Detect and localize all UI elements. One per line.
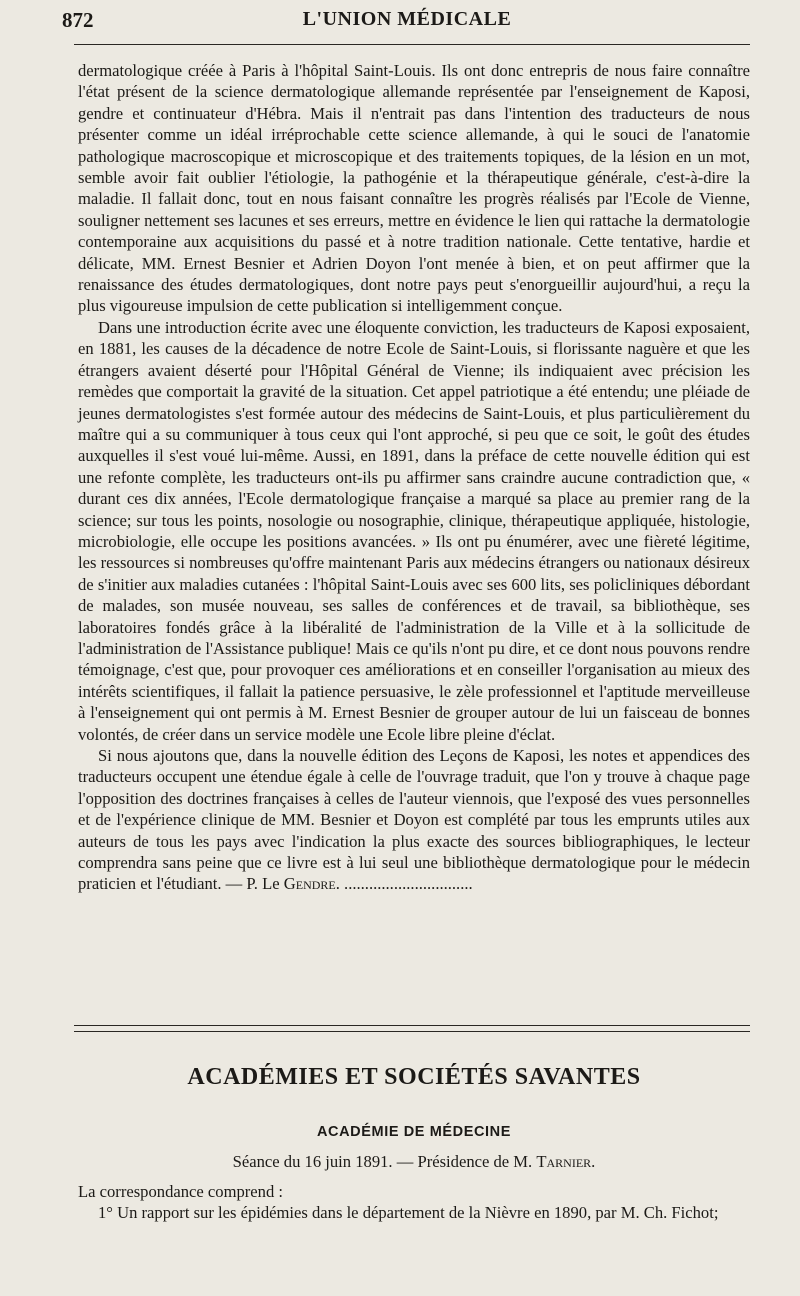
review-paragraph: dermatologique créée à Paris à l'hôpital Saint-Louis. Ils ont donc entrepris de nous faire connaître l'état présent de la science dermatologique allemande représentée par l'enseignement de Kaposi, gendre et continuateur d'Hébra. Mais il n'entrait pas dans l'intention des traducteurs de nous présenter comme un idéal irréprochable cette science allemande, à qui le souci de l'anatomie pathologique macroscopique et microscopique et des traitements topiques, de la lésion en un mot, semble avoir fait oublier l'étiologie, la pathogénie et la thérapeutique générale, c'est-à-dire la maladie. Il fallait donc, tout en nous faisant connaître les progrès réalisés par l'Ecole de Vienne, souligner nettement ses lacunes et ses erreurs, mettre en évidence le lien qui rattache la dermatologie contemporaine aux acquisitions du passé et à notre tradition nationale. Cette tentative, hardie et délicate, MM. Ernest Besnier et Adrien Doyon l'ont menée à bien, et on peut affirmer que la renaissance des études dermatologiques, dont notre pays peut s'enorgueillir aujourd'hui, a reçu la plus vigoureuse impulsion de cette publication si intelligemment conçue. bbox=[78, 61, 750, 316]
review-paragraph-text: Si nous ajoutons que, dans la nouvelle édition des Leçons de Kaposi, les notes et appendices des traducteurs occupent une étendue égale à celle de l'ouvrage traduit, que l'on y trouve à chaque page l'opposition des doctrines françaises à celles de l'auteur viennois, que l'exposé des vues personnelles et de l'expérience clinique de MM. Besnier et Doyon est complété par tous les emprunts utiles aux auteurs de tous les pays avec l'indication la plus exacte des sources bibliographiques, le lecteur comprendra sans peine que ce livre est à lui seul une bibliothèque dermatologique pour le médecin praticien et l'étudiant. — bbox=[78, 746, 750, 894]
signature-initial: P. Le bbox=[246, 874, 284, 894]
session-date: Séance du 16 juin 1891. — Présidence de M. bbox=[232, 1152, 537, 1171]
section-rule-upper bbox=[74, 1025, 750, 1026]
session-suffix: . bbox=[591, 1152, 596, 1171]
signature-name: Gendre bbox=[283, 874, 336, 894]
header-rule bbox=[74, 44, 750, 45]
section-title: ACADÉMIES ET SOCIÉTÉS SAVANTES bbox=[187, 1064, 641, 1090]
section-rule-lower bbox=[74, 1031, 750, 1032]
correspondence-intro: La correspondance comprend : bbox=[78, 1182, 284, 1201]
academy-heading: ACADÉMIE DE MÉDECINE bbox=[316, 1124, 512, 1140]
review-paragraph bbox=[78, 745, 750, 895]
correspondence-item: 1° Un rapport sur les épidémies dans le département de la Nièvre en 1890, par M. Ch. Fichot; bbox=[98, 1203, 719, 1223]
correspondence-block bbox=[78, 1181, 750, 1224]
book-review-text bbox=[78, 60, 750, 895]
session-line bbox=[78, 1152, 750, 1172]
session-president: Tarnier bbox=[536, 1152, 592, 1171]
running-head: L'UNION MÉDICALE bbox=[302, 8, 512, 30]
page-header bbox=[62, 8, 752, 34]
review-paragraph: Dans une introduction écrite avec une éloquente conviction, les traducteurs de Kaposi exposaient, en 1881, les causes de la décadence de notre Ecole de Saint-Louis, si florissante naguère et que les étrangers avaient déserté pour l'Hôpital Général de Vienne; ils indiquaient avec précision les remèdes que comportait la gravité de la situation. Cet appel patriotique a été entendu; une pléiade de jeunes dermatologistes s'est formée autour des médecins de Saint-Louis, et plus particulièrement du maître qui a su communiquer à tous ceux qui l'ont approché, si peu que ce soit, le goût des études auxquelles il s'est voué lui-même. Aussi, en 1891, dans la préface de cette nouvelle édition qui est une refonte complète, les traducteurs ont-ils pu affirmer sans craindre aucune contradiction que, « durant ces dix années, l'Ecole dermatologique française a marqué sa place au premier rang de la science; sur tous les points, nosologie ou nosographie, clinique, thérapeutique appliquée, histologie, microbiologie, elle occupe les positions avancées. » Ils ont pu énumérer, avec une fièreté légitime, les ressources si nombreuses qu'offre maintenant Paris aux médecins étrangers ou nationaux désireux de s'initier aux maladies cutanées : l'hôpital Saint-Louis avec ses 600 lits, ses policliniques débordant de malades, son musée nouveau, ses salles de conférences et de travail, sa bibliothèque, ses laboratoires fondés grâce à la libéralité de l'administration de la Ville et à la sollicitude de l'administration de l'Assistance publique! Mais ce qu'ils n'ont pu dire, et ce dont nous pouvons rendre témoignage, c'est que, pour provoquer ces améliorations et en conseiller l'organisation au mieux des intérêts scientifiques, il fallait la patience persuasive, le zèle professionnel et l'aptitude merveilleuse à l'enseignement qui ont permis à M. Ernest Besnier de grouper autour de lui un faisceau de bonnes volontés, de créer dans un service modèle une Ecole libre pleine d'éclat. bbox=[78, 317, 750, 744]
signature-leader: . ............................... bbox=[335, 874, 473, 894]
page-number: 872 bbox=[62, 8, 94, 32]
